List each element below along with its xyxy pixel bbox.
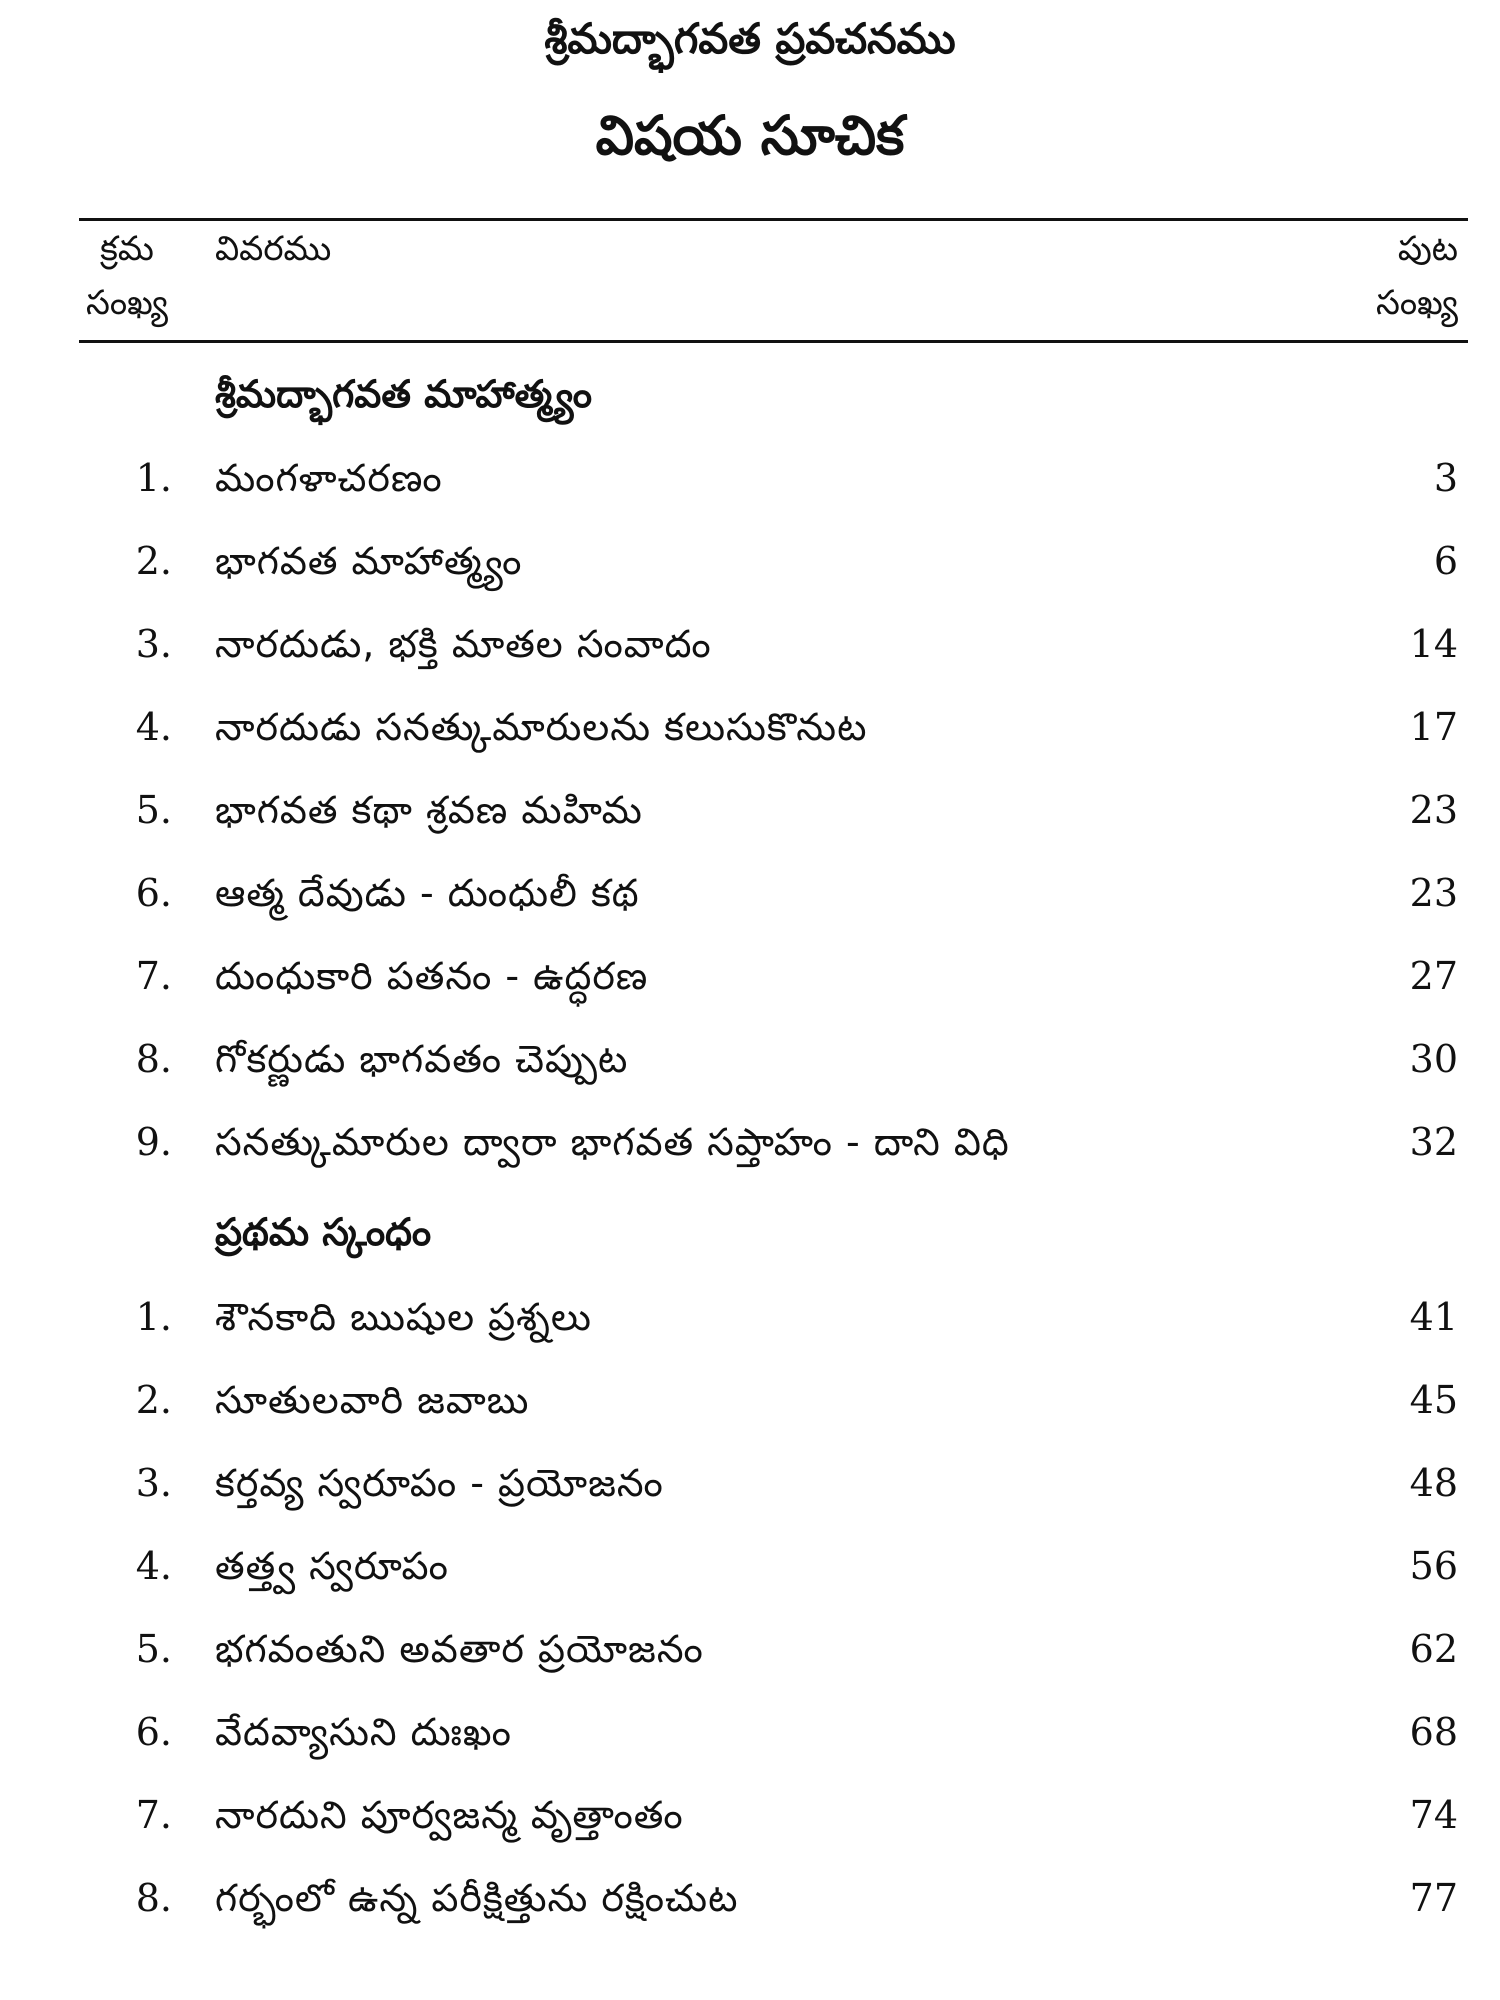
entry-number: 5.: [135, 788, 172, 832]
entry-title: భాగవత కథా శ్రవణ మహిమ: [215, 788, 643, 832]
page-header-line-2: సంఖ్య: [1376, 283, 1458, 323]
entry-title: ఆత్మ దేవుడు - దుంధులీ కథ: [215, 871, 640, 915]
entry-number: 6.: [135, 871, 172, 915]
toc-entry: [0, 1785, 1500, 1845]
toc-entry: [0, 1287, 1500, 1347]
toc-entry: [0, 946, 1500, 1006]
entry-page: 68: [1409, 1710, 1458, 1754]
section-title-mahatmyam: శ్రీమద్భాగవత మాహాత్మ్యం: [215, 372, 593, 416]
header-bottom-rule: [79, 340, 1468, 343]
entry-title: భగవంతుని అవతార ప్రయోజనం: [215, 1627, 704, 1671]
toc-entry: [0, 1619, 1500, 1679]
entry-title: కర్తవ్య స్వరూపం - ప్రయోజనం: [215, 1461, 664, 1505]
entry-number: 4.: [135, 705, 172, 749]
entry-title: సూతులవారి జవాబు: [215, 1378, 530, 1422]
entry-page: 23: [1409, 788, 1458, 832]
toc-entry: [0, 780, 1500, 840]
document-title: శ్రీమద్భాగవత ప్రవచనము: [544, 14, 956, 63]
entry-page: 74: [1409, 1793, 1458, 1837]
entry-page: 14: [1409, 622, 1458, 666]
toc-entry: [0, 1370, 1500, 1430]
entry-number: 2.: [135, 539, 172, 583]
entry-page: 3: [1433, 456, 1458, 500]
entry-page: 27: [1409, 954, 1458, 998]
toc-entry: [0, 614, 1500, 674]
header-top-rule: [79, 218, 1468, 221]
entry-page: 6: [1433, 539, 1458, 583]
serial-header-line-2: సంఖ్య: [86, 283, 168, 323]
entry-page: 41: [1409, 1295, 1458, 1339]
section-title-prathama-skandham: ప్రథమ స్కంధం: [215, 1210, 432, 1254]
toc-entry: [0, 697, 1500, 757]
entry-title: మంగళాచరణం: [215, 456, 443, 500]
entry-title: తత్త్వ స్వరూపం: [215, 1544, 449, 1588]
entry-number: 9.: [135, 1120, 172, 1164]
entry-number: 1.: [135, 456, 172, 500]
page-header-line-1: పుట: [1397, 229, 1458, 269]
toc-entry: [0, 863, 1500, 923]
toc-entry: [0, 1453, 1500, 1513]
entry-page: 23: [1409, 871, 1458, 915]
entry-title: వేదవ్యాసుని దుఃఖం: [215, 1710, 512, 1754]
entry-page: 77: [1409, 1876, 1458, 1920]
toc-entry: [0, 1536, 1500, 1596]
entry-number: 7.: [135, 954, 172, 998]
entry-number: 8.: [135, 1876, 172, 1920]
page-number-column-header: [1376, 222, 1458, 330]
entry-number: 6.: [135, 1710, 172, 1754]
entry-page: 45: [1409, 1378, 1458, 1422]
entry-number: 2.: [135, 1378, 172, 1422]
entry-title: నారదుడు సనత్కుమారులను కలుసుకొనుట: [215, 705, 868, 749]
entry-number: 8.: [135, 1037, 172, 1081]
entry-page: 62: [1409, 1627, 1458, 1671]
entry-title: గోకర్ణుడు భాగవతం చెప్పుట: [215, 1037, 629, 1081]
serial-header-line-1: క్రమ: [100, 229, 154, 269]
entry-page: 17: [1409, 705, 1458, 749]
toc-entry: [0, 531, 1500, 591]
entry-number: 3.: [135, 1461, 172, 1505]
entry-number: 3.: [135, 622, 172, 666]
serial-number-column-header: [86, 222, 168, 330]
entry-title: నారదుని పూర్వజన్మ వృత్తాంతం: [215, 1793, 684, 1837]
toc-entry: [0, 448, 1500, 508]
description-column-header: వివరము: [215, 229, 332, 269]
entry-number: 1.: [135, 1295, 172, 1339]
entry-title: నారదుడు, భక్తి మాతల సంవాదం: [215, 622, 712, 666]
toc-entry: [0, 1702, 1500, 1762]
entry-number: 7.: [135, 1793, 172, 1837]
contents-heading: విషయ సూచిక: [595, 104, 905, 167]
entry-page: 32: [1409, 1120, 1458, 1164]
entry-page: 48: [1409, 1461, 1458, 1505]
toc-entry: [0, 1029, 1500, 1089]
toc-entry: [0, 1112, 1500, 1172]
entry-title: దుంధుకారి పతనం - ఉద్ధరణ: [215, 954, 649, 998]
entry-page: 56: [1409, 1544, 1458, 1588]
toc-entry: [0, 1868, 1500, 1928]
entry-title: శౌనకాది ఋషుల ప్రశ్నలు: [215, 1295, 592, 1339]
entry-title: గర్భంలో ఉన్న పరీక్షిత్తును రక్షించుట: [215, 1876, 739, 1920]
entry-title: సనత్కుమారుల ద్వారా భాగవత సప్తాహం - దాని విధి: [215, 1120, 1010, 1164]
entry-page: 30: [1409, 1037, 1458, 1081]
entry-title: భాగవత మాహాత్మ్యం: [215, 539, 523, 583]
entry-number: 4.: [135, 1544, 172, 1588]
entry-number: 5.: [135, 1627, 172, 1671]
